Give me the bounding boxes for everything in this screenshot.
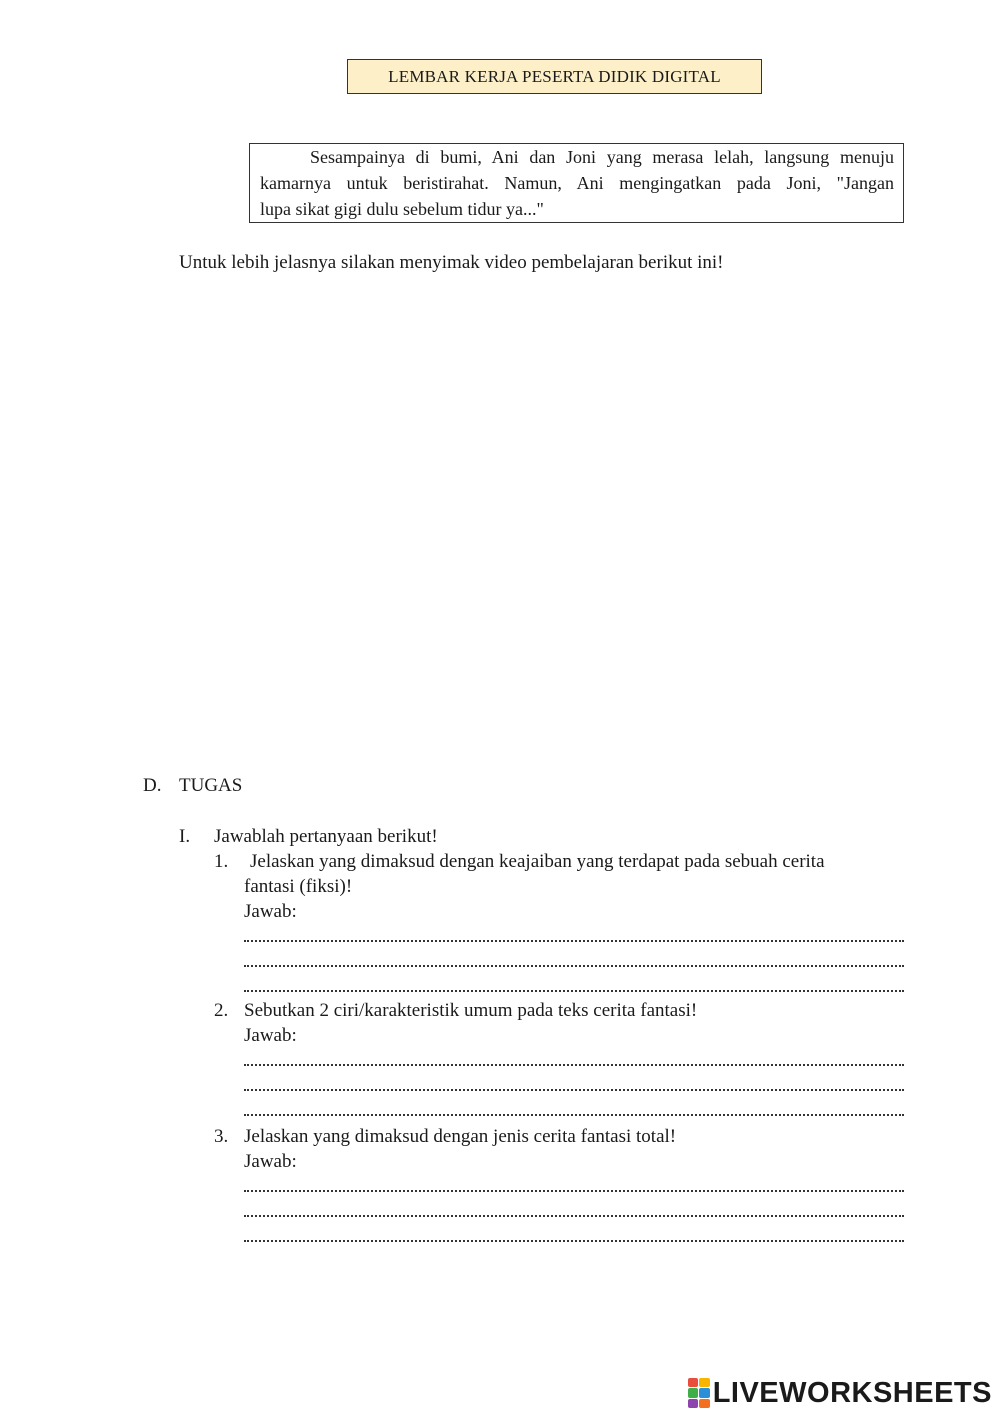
liveworksheets-logo[interactable] [688, 1377, 992, 1409]
question-2-answer-line-2[interactable] [244, 1087, 904, 1091]
logo-block [699, 1388, 710, 1397]
logo-block [699, 1378, 710, 1387]
question-2-text: Sebutkan 2 ciri/karakteristik umum pada teks cerita fantasi! [244, 1000, 698, 1021]
logo-block [688, 1388, 699, 1397]
part-instruction: Jawablah pertanyaan berikut! [214, 826, 438, 847]
question-3-answer-label: Jawab: [244, 1151, 297, 1172]
question-1-text-line-2: fantasi (fiksi)! [244, 876, 353, 897]
video-intro-text: Untuk lebih jelasnya silakan menyimak video pembelajaran berikut ini! [179, 252, 724, 273]
question-2-answer-line-3[interactable] [244, 1112, 904, 1116]
story-line-1: Sesampainya di bumi, Ani dan Joni yang merasa lelah, langsung menuju [310, 147, 894, 167]
story-line-3: lupa sikat gigi dulu sebelum tidur ya..." [260, 199, 544, 219]
question-3-answer-line-1[interactable] [244, 1188, 904, 1192]
question-3-answer-line-2[interactable] [244, 1213, 904, 1217]
question-3-text: Jelaskan yang dimaksud dengan jenis cerita fantasi total! [244, 1126, 677, 1147]
question-1-number: 1. [214, 851, 229, 872]
story-line-2: kamarnya untuk beristirahat. Namun, Ani mengingatkan pada Joni, "Jangan [260, 173, 894, 193]
logo-block [688, 1378, 699, 1387]
liveworksheets-brand-text: LIVEWORKSHEETS [712, 1376, 992, 1409]
section-title: TUGAS [179, 775, 243, 796]
question-1-answer-line-1[interactable] [244, 938, 904, 942]
question-2-number: 2. [214, 1000, 229, 1021]
question-1-answer-label: Jawab: [244, 901, 297, 922]
question-2-answer-line-1[interactable] [244, 1062, 904, 1066]
story-box [249, 143, 904, 223]
question-3-number: 3. [214, 1126, 229, 1147]
logo-block [688, 1399, 699, 1408]
logo-block [699, 1399, 710, 1408]
worksheet-title: LEMBAR KERJA PESERTA DIDIK DIGITAL [388, 66, 721, 86]
worksheet-title-box [347, 59, 762, 94]
question-1-answer-line-2[interactable] [244, 963, 904, 967]
question-2-answer-label: Jawab: [244, 1025, 297, 1046]
question-1-answer-line-3[interactable] [244, 988, 904, 992]
section-letter: D. [143, 775, 162, 796]
liveworksheets-logo-icon [688, 1378, 710, 1408]
part-numeral: I. [179, 826, 191, 847]
question-3-answer-line-3[interactable] [244, 1238, 904, 1242]
question-1-text-line-1: Jelaskan yang dimaksud dengan keajaiban yang terdapat pada sebuah cerita [250, 851, 825, 872]
